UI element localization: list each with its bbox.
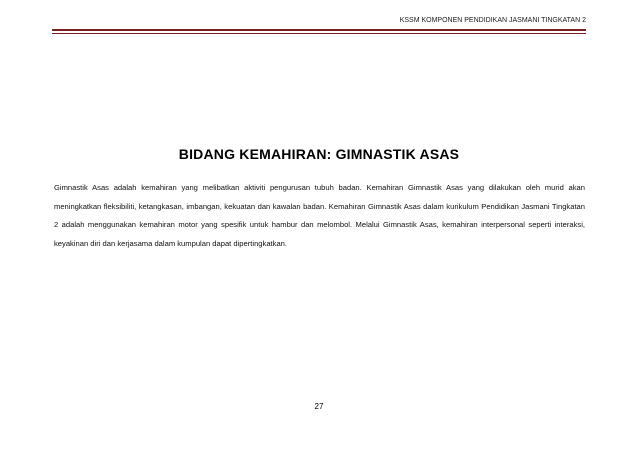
running-header: KSSM KOMPONEN PENDIDIKAN JASMANI TINGKATAN 2 — [399, 17, 586, 24]
header-rule-thin — [52, 33, 586, 34]
page-number: 27 — [314, 402, 324, 411]
section-title: BIDANG KEMAHIRAN: GIMNASTIK ASAS — [178, 146, 460, 162]
header-rule-thick — [52, 29, 586, 31]
body-paragraph: Gimnastik Asas adalah kemahiran yang melibatkan aktiviti pengurusan tubuh badan. Kemahiran Gimnastik Asas yang dilakukan oleh murid akan meningkatkan fleksibiliti, ketangkasan, imbangan, kekuatan dan kawalan badan. Kemahiran Gimnastik Asas dalam kurikulum Pendidikan Jasmani Tingkatan 2 adalah menggunakan kemahiran motor yang spesifik untuk hambur dan melombol. Melalui Gimnastik Asas, kemahiran interpersonal seperti interaksi, keyakinan diri dan kerjasama dalam kumpulan dapat dipertingkatkan. — [54, 183, 585, 248]
